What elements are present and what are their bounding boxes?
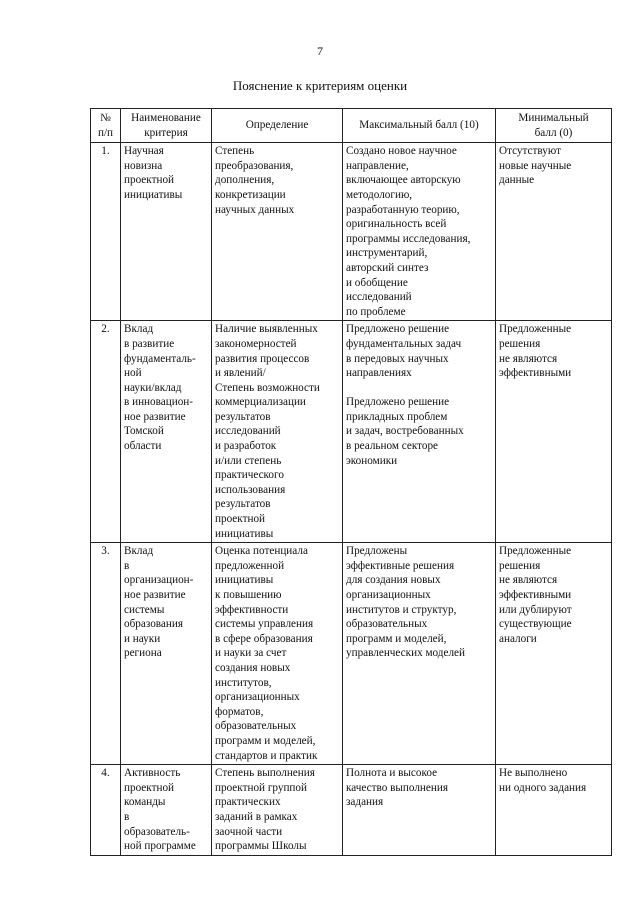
criterion-name: Активность проектной команды в образователь- ной программе [121, 765, 212, 856]
row-number: 3. [91, 543, 121, 765]
header-number: № п/п [91, 109, 121, 143]
table-row [91, 543, 612, 765]
criterion-max-score: Предложены эффективные решения для создания новых организационных институтов и структур, образовательных программ и моделей, управленческих моделей [343, 543, 496, 765]
row-number: 1. [91, 143, 121, 321]
criterion-definition: Степень преобразования, дополнения, конкретизации научных данных [212, 143, 343, 321]
criterion-min-score: Предложенные решения не являются эффективными или дублируют существующие аналоги [496, 543, 612, 765]
criterion-max-score: Полнота и высокое качество выполнения задания [343, 765, 496, 856]
page-number: 7 [317, 44, 323, 58]
criterion-name: Научная новизна проектной инициативы [121, 143, 212, 321]
criterion-definition: Оценка потенциала предложенной инициативы к повышению эффективности системы управления в сфере образования и науки за счет создания новых институтов, организационных форматов, образовательных программ и моделей, стандартов и практик [212, 543, 343, 765]
header-max-score: Максимальный балл (10) [343, 109, 496, 143]
table-header-row [91, 109, 612, 143]
header-definition: Определение [212, 109, 343, 143]
criterion-min-score: Отсутствуют новые научные данные [496, 143, 612, 321]
table-row [91, 765, 612, 856]
criteria-table [90, 108, 612, 856]
criterion-max-score: Предложено решение фундаментальных задач в передовых научных направлениях Предложено решение прикладных проблем и задач, востребованных в реальном секторе экономики [343, 321, 496, 543]
table-row [91, 321, 612, 543]
table-row [91, 143, 612, 321]
criterion-name: Вклад в организацион- ное развитие системы образования и науки региона [121, 543, 212, 765]
header-min-score: Минимальный балл (0) [496, 109, 612, 143]
criterion-min-score: Не выполнено ни одного задания [496, 765, 612, 856]
criterion-max-score: Создано новое научное направление, включающее авторскую методологию, разработанную теорию, оригинальность всей программы исследования, инструментарий, авторский синтез и обобщение исследований по проблеме [343, 143, 496, 321]
row-number: 2. [91, 321, 121, 543]
row-number: 4. [91, 765, 121, 856]
header-criterion-name: Наименование критерия [121, 109, 212, 143]
criterion-definition: Степень выполнения проектной группой практических заданий в рамках заочной части программы Школы [212, 765, 343, 856]
criterion-definition: Наличие выявленных закономерностей развития процессов и явлений/ Степень возможности коммерциализации результатов исследований и разработок и/или степень практического использования результатов проектной инициативы [212, 321, 343, 543]
page-title: Пояснение к критериям оценки [232, 78, 408, 93]
criterion-name: Вклад в развитие фундаменталь- ной науки/вклад в инновацион- ное развитие Томской области [121, 321, 212, 543]
criterion-min-score: Предложенные решения не являются эффективными [496, 321, 612, 543]
